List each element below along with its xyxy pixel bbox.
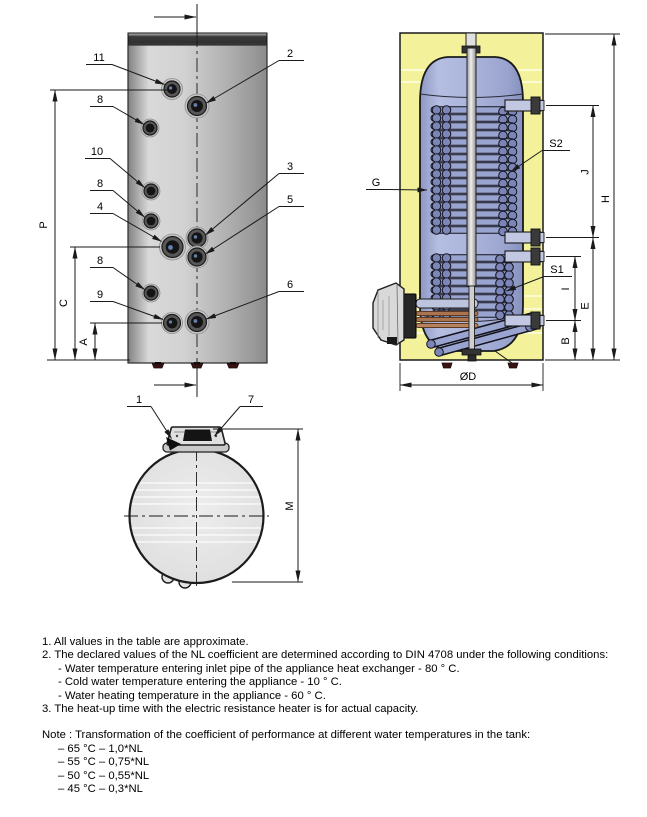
side-port-s1-in [505,248,544,265]
dim-label-i: I [560,287,572,291]
port-label: 8 [96,255,104,267]
port-4 [160,234,186,260]
g-label: G [371,177,381,189]
port-8-low [142,284,160,302]
top-view [124,394,303,589]
port-6 [185,310,209,334]
dimension-b [560,321,575,361]
side-port-low [505,312,544,329]
note-coeff-45: – 45 °C – 0,3*NL [58,783,143,796]
s1-label: S1 [550,264,564,276]
dim-label-d: ØD [459,371,477,383]
section-feet [442,363,518,368]
note-coeff-65: – 65 °C – 1,0*NL [58,742,143,755]
port-11 [162,79,183,100]
label-1 [127,394,172,439]
part-label: 7 [247,394,255,406]
port-label: 2 [286,48,294,60]
dim-label-m: M [284,501,296,511]
dim-label-p: P [38,221,50,229]
section-view [366,33,620,391]
side-port-top [505,97,544,114]
dimension-h [545,34,620,360]
port-8-mid [142,212,160,230]
note-coeff-55: – 55 °C – 0,75*NL [58,756,150,769]
part-label: 1 [135,394,143,406]
port-2 [185,94,209,118]
dim-label-c: C [58,299,70,307]
port-label: 6 [286,279,294,291]
port-5 [186,246,208,268]
dim-label-a: A [78,338,90,346]
heater-flange [403,294,416,338]
dim-label-h: H [600,195,612,203]
note-line-3: 3. The heat-up time with the electric resistance heater is for actual capacity. [42,703,419,716]
port-10 [142,182,160,200]
port-label: 9 [96,289,104,301]
port-label: 4 [96,201,104,213]
dimension-e [580,238,594,361]
dim-label-e: E [579,302,592,310]
panel-display [183,430,212,442]
port-label: 3 [286,161,294,173]
port-label: 10 [90,146,104,158]
note-line-2c: - Water heating temperature in the appliance - 60 ° C. [58,689,326,702]
dim-label-b: B [560,337,572,345]
port-8-top [141,119,159,137]
port-label: 8 [96,178,104,190]
dim-label-j: J [579,169,592,175]
note-coeff-50: – 50 °C – 0,55*NL [58,769,150,782]
dimension-j [546,106,599,238]
note-line-2b: - Cold water temperature entering the appliance - 10 ° C. [58,676,342,689]
note-title: Note : Transformation of the coefficient of performance at different water temperatures in the tank: [42,729,531,742]
side-port-mid [505,229,544,246]
port-label: 5 [286,194,294,206]
s2-label: S2 [549,138,563,150]
port-9 [162,313,183,334]
dimension-d [400,363,543,391]
tank-top-cap [128,33,267,45]
heater-gland [387,337,397,344]
note-line-2: 2. The declared values of the NL coefficient are determined according to DIN 4708 under the following conditions: [42,649,609,662]
top-section-pointer [154,4,197,33]
note-line-1: 1. All values in the table are approximate. [42,636,249,648]
note-line-2a: - Water temperature entering inlet pipe of the appliance heat exchanger - 80 ° C. [58,662,460,675]
port-label: 11 [93,52,105,64]
port-label: 8 [96,94,104,106]
front-view [38,4,304,397]
notes-section [42,636,642,796]
